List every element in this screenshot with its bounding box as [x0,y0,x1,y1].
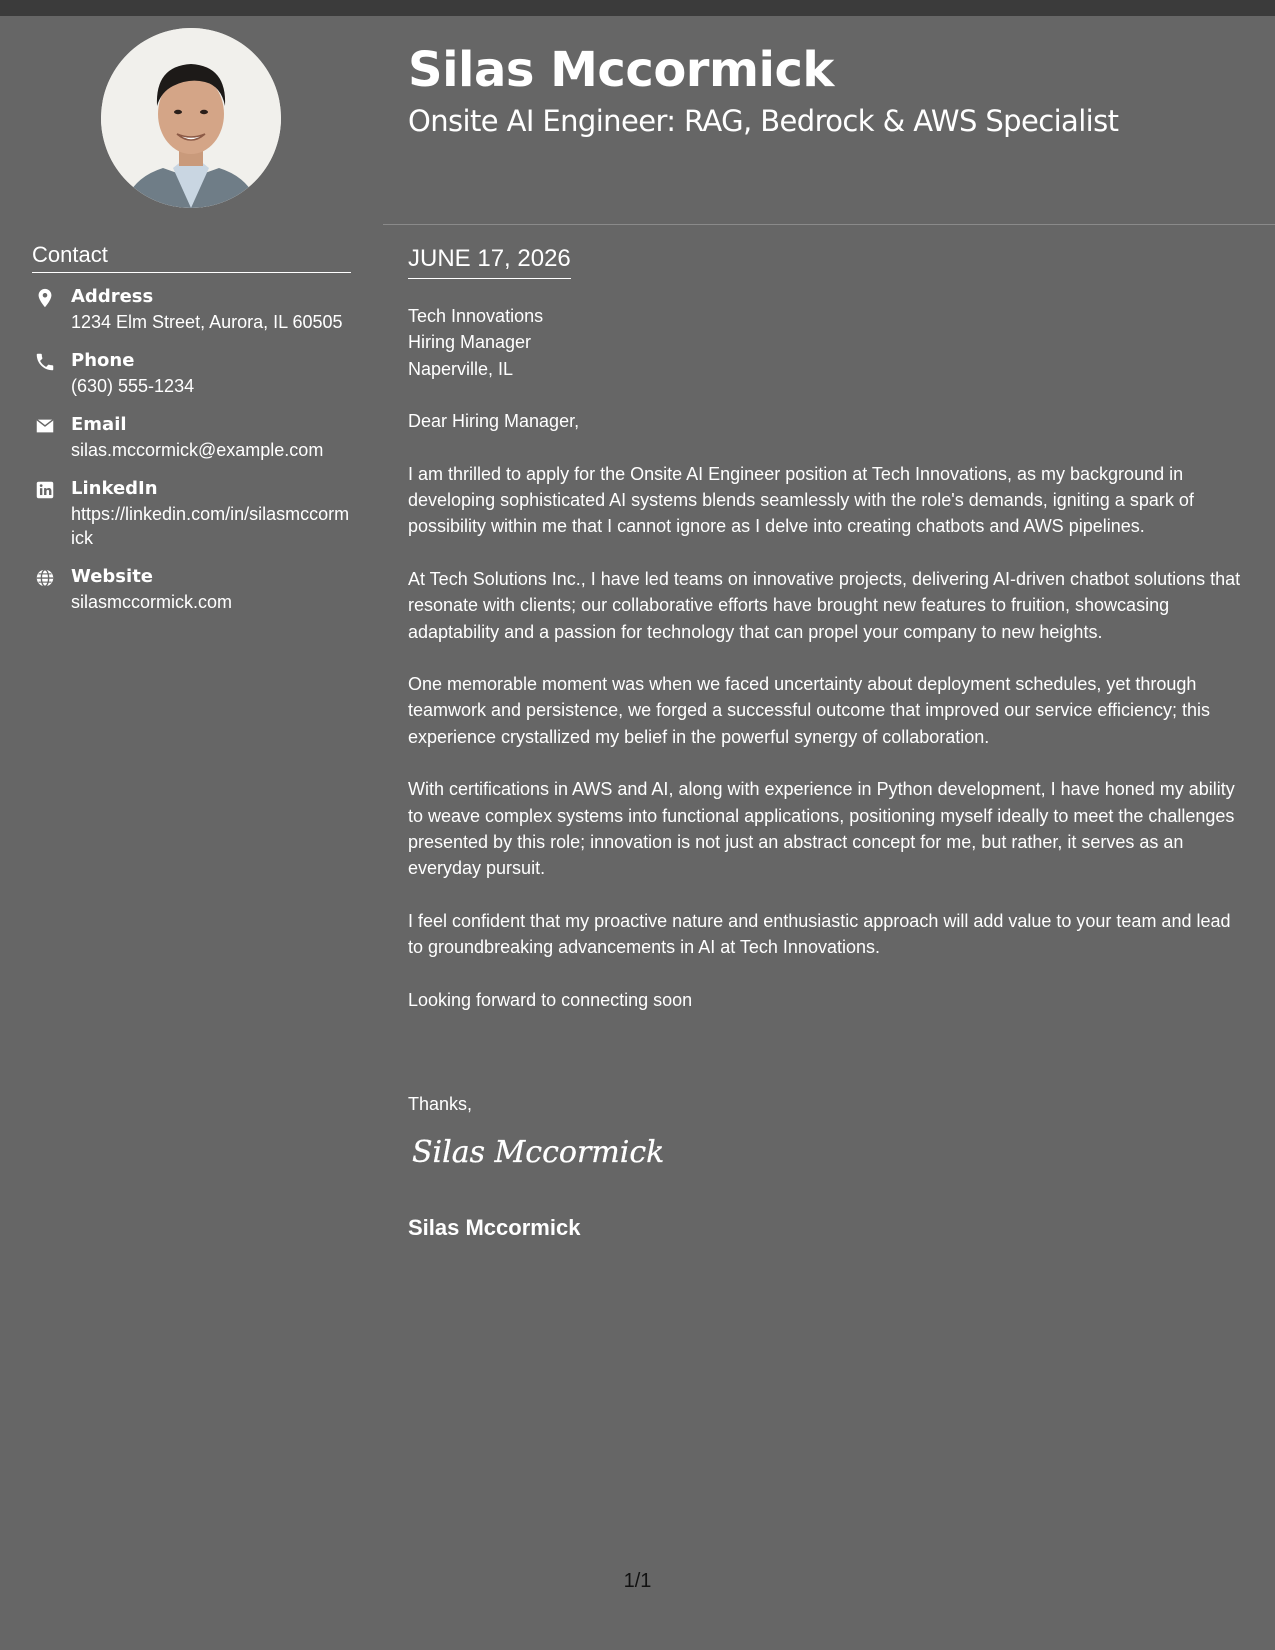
globe-icon [34,567,56,589]
contact-item-linkedin [32,476,362,550]
signature [410,1124,670,1174]
profile-photo [101,28,281,208]
contact-label: Address [71,286,154,307]
contact-value: silasmccormick.com [71,592,233,612]
envelope-icon [34,415,56,437]
page-number: 1/1 [623,1570,652,1592]
letter-date: JUNE 17, 2026 [408,244,571,279]
salutation: Dear Hiring Manager, [408,411,580,432]
contact-value: silas.mccormick@example.com [71,440,324,460]
contact-list [32,284,362,628]
contact-label: Email [71,414,127,435]
applicant-name: Silas Mccormick [408,42,834,98]
linkedin-icon [34,479,56,501]
contact-item-phone [32,348,362,398]
contact-value: 1234 Elm Street, Aurora, IL 60505 [71,312,343,332]
contact-item-address [32,284,362,334]
recipient-block [408,303,1248,382]
contact-item-email [32,412,362,462]
contact-label: Phone [71,350,135,371]
contact-heading: Contact [32,242,351,273]
signed-name: Silas Mccormick [408,1215,581,1240]
map-pin-icon [34,287,56,309]
paragraph: Looking forward to connecting soon [408,989,693,1010]
signature-text: Silas Mccormick [412,1135,665,1170]
letter-body [408,303,1248,1144]
recipient-location: Naperville, IL [408,358,514,379]
avatar [101,28,281,208]
paragraph: I feel confident that my proactive nature and enthusiastic approach will add value to your team and lead to groundbreaking advancements in AI at Tech Innovations. [408,910,1231,958]
phone-icon [34,351,56,373]
sidebar [0,16,383,1650]
recipient-company: Tech Innovations [408,306,544,326]
contact-value: (630) 555-1234 [71,376,195,396]
paragraph: One memorable moment was when we faced uncertainty about deployment schedules, yet through teamwork and persistence, we forged a successful outcome that improved our service efficiency; this experience crystallized my belief in the powerful synergy of collaboration. [408,674,1211,747]
recipient-title: Hiring Manager [408,332,532,353]
paragraph: At Tech Solutions Inc., I have led teams on innovative projects, delivering AI-driven chatbot solutions that resonate with clients; our collaborative efforts have brought new features to fruition, showcasing adaptability and a passion for technology that can propel your company to new heights. [408,568,1241,642]
contact-item-website [32,564,362,614]
contact-label: Website [71,566,154,587]
closing: Thanks, [408,1094,473,1115]
top-bar [0,0,1275,16]
paragraph: With certifications in AWS and AI, along with experience in Python development, I have honed my ability to weave complex systems into functional applications, positioning myself ideally to meet the challenges presented by this role; innovation is not just an abstract concept for me, but rather, it serves as an everyday pursuit. [408,779,1235,879]
paragraph: I am thrilled to apply for the Onsite AI Engineer position at Tech Innovations, as my background in developing sophisticated AI systems blends seamlessly with the role's demands, igniting a spark of possibility within me that I cannot ignore as I delve into creating chatbots and AWS pipelines. [408,463,1194,537]
contact-label: LinkedIn [71,478,158,499]
job-title: Onsite AI Engineer: RAG, Bedrock & AWS Specialist [408,104,1119,138]
header-divider [383,224,1275,225]
contact-value: https://linkedin.com/in/silasmccormick [71,504,350,548]
